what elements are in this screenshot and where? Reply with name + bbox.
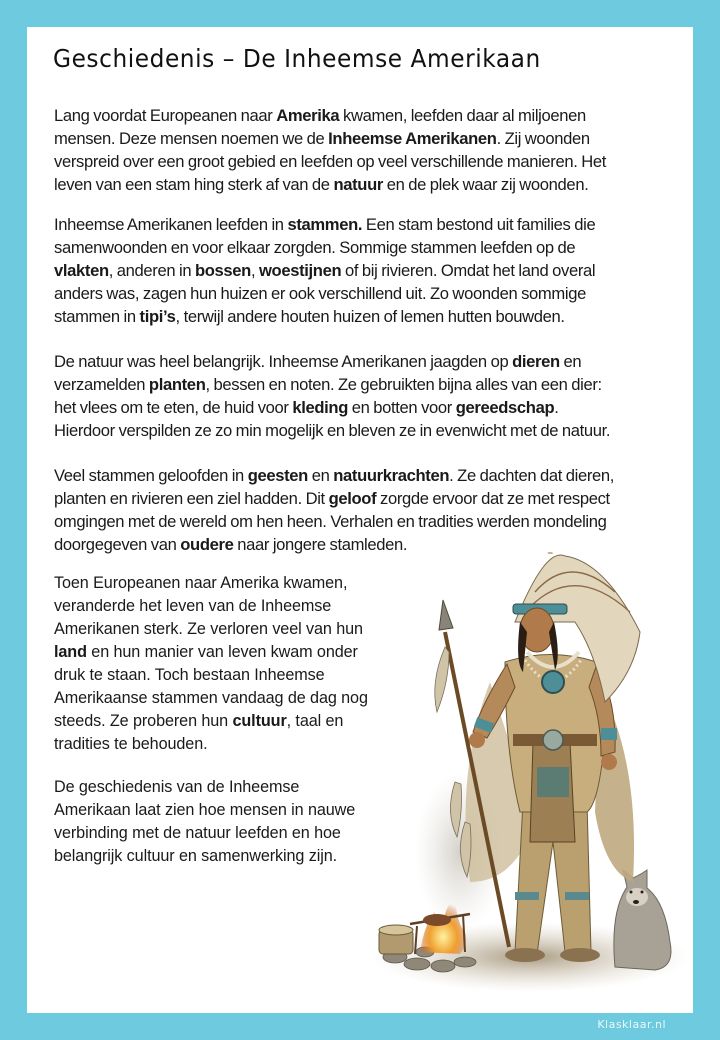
text-line — [54, 822, 394, 845]
text-segment: en de plek waar zij woonden. — [382, 175, 589, 194]
text-segment: en — [559, 352, 582, 371]
text-segment: Toen Europeanen naar Amerika kwamen, — [54, 574, 348, 592]
text-segment: veranderde het leven van de Inheemse — [54, 597, 332, 615]
text-segment: Amerikaan laat zien hoe mensen in nauwe — [54, 801, 356, 819]
text-segment: Veel stammen geloofden in — [54, 466, 248, 485]
paragraph-tribes — [54, 213, 694, 328]
text-segment: zorgde ervoor dat ze met respect — [376, 489, 610, 508]
text-segment: en — [307, 466, 334, 485]
keyword-bold: planten — [148, 375, 206, 394]
text-line — [54, 641, 394, 664]
keyword-bold: geesten — [247, 466, 308, 485]
keyword-bold: tipi’s — [139, 307, 176, 326]
text-line — [54, 464, 694, 487]
text-segment: tradities te behouden. — [54, 735, 208, 753]
text-segment: anders was, zagen hun huizen er ook verschillend uit. Zo woonden sommige — [54, 284, 586, 303]
paragraph-nature — [54, 350, 694, 442]
page-title: Geschiedenis – De Inheemse Amerikaan — [53, 44, 541, 73]
text-segment: Hierdoor verspilden ze zo min mogelijk en bleven ze in evenwicht met de natuur. — [54, 421, 611, 440]
text-segment: naar jongere stamleden. — [233, 535, 408, 554]
keyword-bold: natuur — [333, 175, 383, 194]
text-line — [54, 572, 394, 595]
text-segment: en botten voor — [348, 398, 456, 417]
text-line — [54, 845, 394, 868]
paragraph-conclusion — [54, 776, 394, 868]
paragraph-beliefs — [54, 464, 694, 556]
text-segment: verzamelden — [54, 375, 149, 394]
text-segment: Een stam bestond uit families die — [362, 215, 596, 234]
text-segment: , taal en — [286, 712, 344, 730]
keyword-bold: vlakten — [54, 261, 109, 280]
text-segment: het vlees om te eten, de huid voor — [54, 398, 293, 417]
text-segment: . Ze dachten dat dieren, — [449, 466, 615, 485]
paragraph-intro — [54, 104, 694, 196]
text-line — [54, 799, 394, 822]
text-line — [54, 710, 394, 733]
text-line — [54, 419, 694, 442]
text-line — [54, 104, 694, 127]
text-segment: samenwoonden en voor elkaar zorgden. Sommige stammen leefden op de — [54, 238, 576, 257]
keyword-bold: land — [54, 643, 87, 661]
text-line — [54, 595, 394, 618]
text-segment: . Zij woonden — [496, 129, 590, 148]
text-segment: leven van een stam hing sterk af van de — [54, 175, 334, 194]
text-line — [54, 664, 394, 687]
text-line — [54, 282, 694, 305]
text-line — [54, 487, 694, 510]
text-segment: druk te staan. Toch bestaan Inheemse — [54, 666, 325, 684]
text-segment: omgingen met de wereld om hen heen. Verhalen en tradities werden mondeling — [54, 512, 607, 531]
text-segment: Inheemse Amerikanen leefden in — [54, 215, 288, 234]
text-line — [54, 396, 694, 419]
text-line — [54, 510, 694, 533]
text-segment: steeds. Ze proberen hun — [54, 712, 233, 730]
text-line — [54, 259, 694, 282]
text-segment: of bij rivieren. Omdat het land overal — [341, 261, 596, 280]
text-line — [54, 776, 394, 799]
wolf-icon — [614, 870, 671, 970]
text-segment: , — [250, 261, 259, 280]
text-line — [54, 350, 694, 373]
keyword-bold: gereedschap — [455, 398, 555, 417]
text-line — [54, 373, 694, 396]
keyword-bold: bossen — [194, 261, 251, 280]
keyword-bold: natuurkrachten — [333, 466, 450, 485]
keyword-bold: dieren — [512, 352, 560, 371]
text-segment: en hun manier van leven kwam onder — [86, 643, 358, 661]
keyword-bold: Inheemse Amerikanen — [328, 129, 497, 148]
text-line — [54, 305, 694, 328]
keyword-bold: woestijnen — [259, 261, 342, 280]
text-segment: doorgegeven van — [54, 535, 181, 554]
text-segment: De geschiedenis van de Inheemse — [54, 778, 300, 796]
text-segment: kwamen, leefden daar al miljoenen — [339, 106, 586, 125]
text-segment: belangrijk cultuur en samenwerking zijn. — [54, 847, 338, 865]
text-segment: Amerikaanse stammen vandaag de dag nog — [54, 689, 368, 707]
text-line — [54, 213, 694, 236]
text-segment: mensen. Deze mensen noemen we de — [54, 129, 329, 148]
text-line — [54, 150, 694, 173]
text-segment: planten en rivieren een ziel hadden. Dit — [54, 489, 329, 508]
text-segment: verbinding met de natuur leefden en hoe — [54, 824, 341, 842]
keyword-bold: geloof — [328, 489, 377, 508]
keyword-bold: cultuur — [232, 712, 287, 730]
text-line — [54, 236, 694, 259]
text-segment: De natuur was heel belangrijk. Inheemse Amerikanen jaagden op — [54, 352, 513, 371]
text-line — [54, 733, 394, 756]
text-line — [54, 127, 694, 150]
keyword-bold: oudere — [180, 535, 234, 554]
text-segment: stammen in — [54, 307, 140, 326]
text-line — [54, 618, 394, 641]
text-line — [54, 173, 694, 196]
text-segment: Amerikanen sterk. Ze verloren veel van hun — [54, 620, 363, 638]
text-line — [54, 687, 394, 710]
paragraph-europeans — [54, 572, 394, 756]
publisher-footer: Klasklaar.nl — [597, 1018, 666, 1031]
native-american-chief-illustration — [365, 552, 685, 992]
text-segment: verspreid over een groot gebied en leefden op veel verschillende manieren. Het — [54, 152, 607, 171]
keyword-bold: Amerika — [276, 106, 340, 125]
text-segment: Lang voordat Europeanen naar — [54, 106, 277, 125]
keyword-bold: stammen. — [287, 215, 363, 234]
keyword-bold: kleding — [292, 398, 348, 417]
text-segment: , bessen en noten. Ze gebruikten bijna alles van een dier: — [205, 375, 602, 394]
text-segment: . — [554, 398, 559, 417]
text-segment: , anderen in — [108, 261, 195, 280]
text-segment: , terwijl andere houten huizen of lemen hutten bouwden. — [175, 307, 565, 326]
